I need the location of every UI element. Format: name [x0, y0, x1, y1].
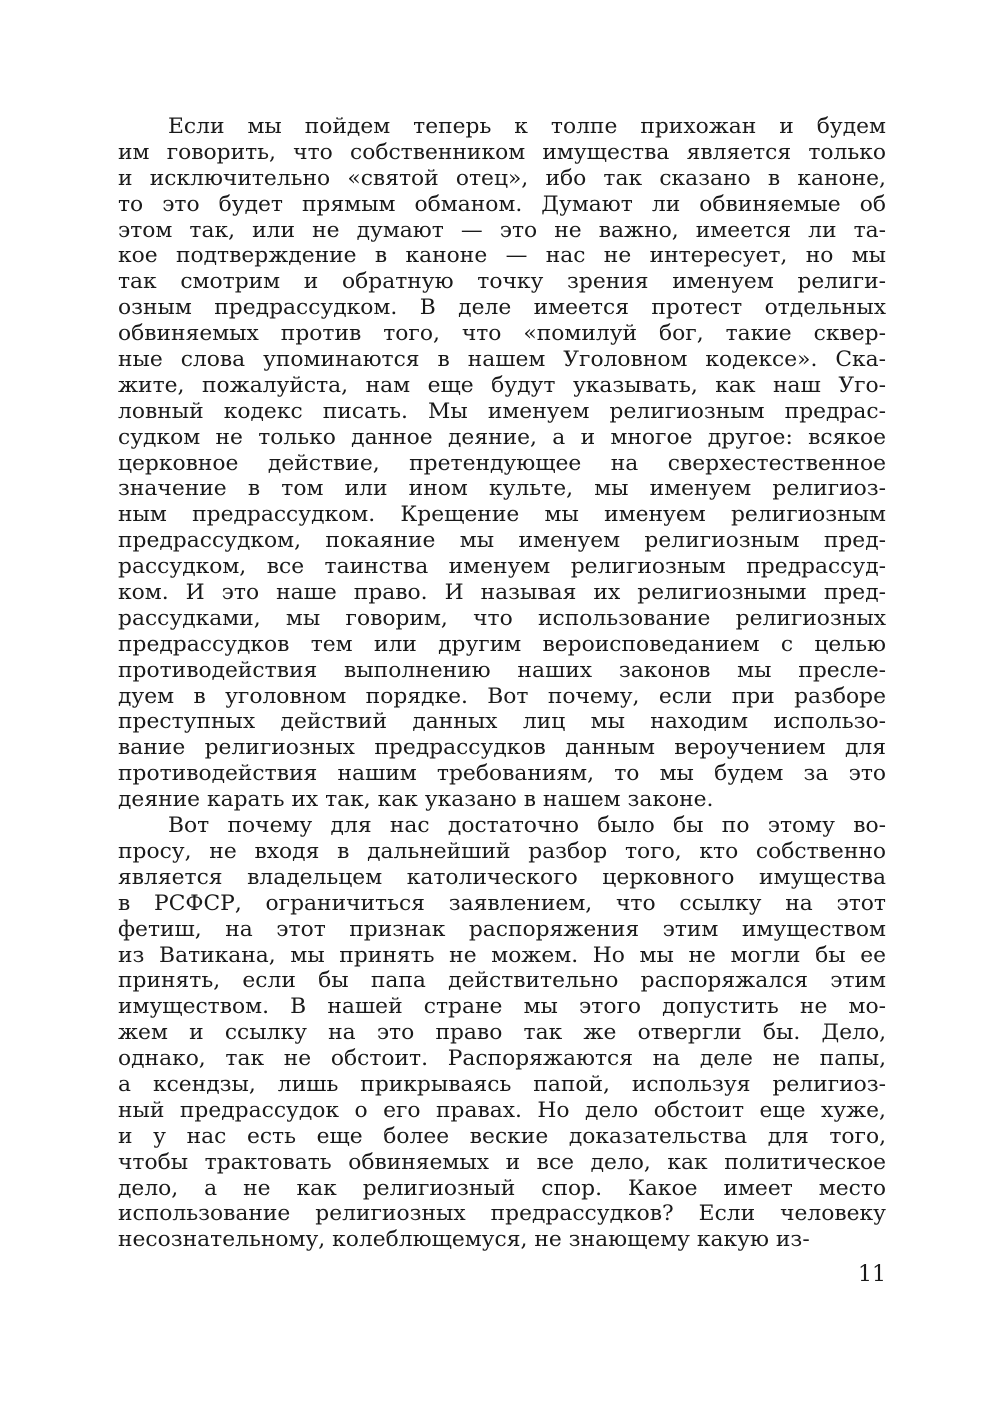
text-line: деяние карать их так, как указано в нашем законе.	[118, 787, 714, 813]
text-line: вание религиозных предрассудков данным вероучением для	[118, 735, 886, 761]
text-line: предрассудком, покаяние мы именуем религиозным пред-	[118, 528, 886, 554]
text-line: в РСФСР, ограничиться заявлением, что ссылку на этот	[118, 890, 886, 916]
text-line: кое подтверждение в каноне — нас не интересует, но мы	[118, 243, 886, 269]
text-line: судком не только данное деяние, а и многое другое: всякое	[118, 424, 886, 450]
text-line: Если мы пойдем теперь к толпе прихожан и будем	[168, 114, 886, 139]
text-line: несознательному, колеблющемуся, не знающему какую из-	[118, 1227, 810, 1253]
text-line: ным предрассудком. Крещение мы именуем религиозным	[118, 502, 886, 528]
text-line: предрассудков тем или другим вероисповеданием с целью	[118, 631, 886, 657]
text-line: то это будет прямым обманом. Думают ли обвиняемые об	[118, 191, 886, 217]
paragraph	[118, 114, 886, 813]
text-line: рассудком, все таинства именуем религиозным предрассуд-	[118, 554, 886, 580]
text-line: а ксендзы, лишь прикрываясь папой, используя религиоз-	[118, 1071, 886, 1097]
text-line: из Ватикана, мы принять не можем. Но мы не могли бы ее	[118, 942, 886, 968]
text-line: ные слова упоминаются в нашем Уголовном кодексе». Ска-	[118, 347, 886, 373]
text-line: имуществом. В нашей стране мы этого допустить не мо-	[118, 994, 886, 1020]
text-line: так смотрим и обратную точку зрения именуем религи-	[118, 269, 886, 295]
text-line: однако, так не обстоит. Распоряжаются на деле не папы,	[118, 1046, 886, 1072]
text-line: им говорить, что собственником имущества является только	[118, 139, 886, 165]
text-line: фетиш, на этот признак распоряжения этим имуществом	[118, 916, 886, 942]
text-line: использование религиозных предрассудков? Если человеку	[118, 1201, 886, 1227]
text-line: жем и ссылку на это право так же отвергли бы. Дело,	[118, 1020, 886, 1046]
text-line: ком. И это наше право. И называя их религиозными пред-	[118, 580, 886, 606]
text-line: противодействия выполнению наших законов мы пресле-	[118, 657, 886, 683]
text-line: этом так, или не думают — это не важно, имеется ли та-	[118, 217, 886, 243]
text-line: просу, не входя в дальнейший разбор того, кто собственно	[118, 838, 886, 864]
text-line: дуем в уголовном порядке. Вот почему, если при разборе	[118, 683, 886, 709]
text-line: озным предрассудком. В деле имеется протест отдельных	[118, 295, 886, 321]
paragraph	[118, 813, 886, 1253]
text-line: ловный кодекс писать. Мы именуем религиозным предрас-	[118, 398, 886, 424]
text-line: значение в том или ином культе, мы именуем религиоз-	[118, 476, 886, 502]
text-line: преступных действий данных лиц мы находим использо-	[118, 709, 886, 735]
text-line: и исключительно «святой отец», ибо так сказано в каноне,	[118, 165, 886, 191]
text-line: Вот почему для нас достаточно было бы по этому во-	[168, 813, 886, 839]
text-line: обвиняемых против того, что «помилуй бог, такие сквер-	[118, 321, 886, 347]
text-line: ный предрассудок о его правах. Но дело обстоит еще хуже,	[118, 1097, 886, 1123]
text-line: чтобы трактовать обвиняемых и все дело, как политическое	[118, 1149, 886, 1175]
text-line: принять, если бы папа действительно распоряжался этим	[118, 968, 886, 994]
text-line: церковное действие, претендующее на сверхестественное	[118, 450, 886, 476]
page-number: 11	[858, 1262, 886, 1287]
text-line: и у нас есть еще более веские доказательства для того,	[118, 1123, 886, 1149]
text-line: дело, а не как религиозный спор. Какое имеет место	[118, 1175, 886, 1201]
text-line: рассудками, мы говорим, что использование религиозных	[118, 605, 886, 631]
body-text	[118, 114, 886, 1253]
text-line: противодействия нашим требованиям, то мы будем за это	[118, 761, 886, 787]
text-line: является владельцем католического церковного имущества	[118, 864, 886, 890]
text-line: жите, пожалуйста, нам еще будут указывать, как наш Уго-	[118, 372, 886, 398]
